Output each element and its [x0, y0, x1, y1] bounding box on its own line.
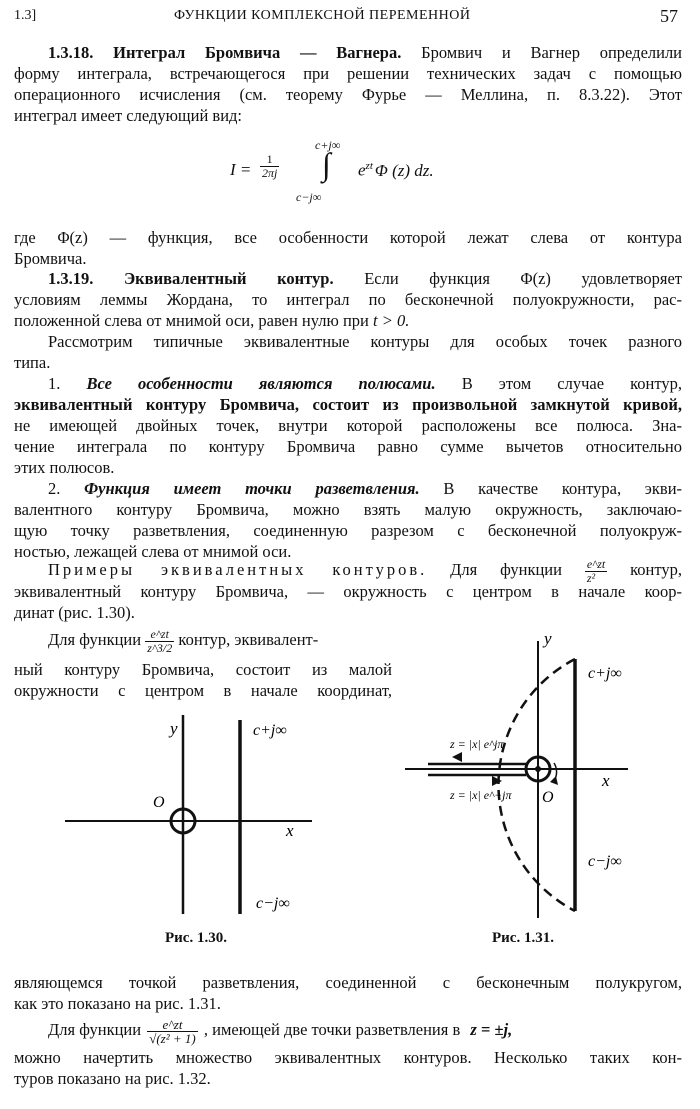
s1318-after-2: Бромвича. — [14, 249, 87, 268]
case2-heading: Функция имеет точки разветвления. — [84, 479, 420, 498]
s1318-number: 1.3.18. — [48, 43, 94, 62]
case1-line-4: чение интеграла по контуру Бромвича равно сумме вычетов относительно — [14, 437, 682, 456]
s1318-after-1: где Φ(z) — функция, все особенности которой лежат слева от контура — [14, 228, 682, 247]
examples-line-3: динат (рис. 1.30). — [14, 603, 135, 622]
s1318-heading: Интеграл Бромвича — Вагнера. — [113, 43, 402, 62]
examples-heading: Примеры эквивалентных контуров. — [48, 560, 428, 579]
bromwich-formula — [230, 138, 490, 208]
bottom-frac-num: e^zt — [147, 1018, 198, 1032]
fig131-branch-point — [535, 766, 541, 772]
fig131-semicircle-arc — [498, 659, 575, 911]
figure-1-31 — [400, 626, 682, 926]
s1318-line-3: операционного исчисления (см. теорему Фурье — Меллина, п. 8.3.22). Этот — [14, 85, 682, 104]
formula-upper-limit: c+j∞ — [315, 138, 341, 152]
fig130-top-label: c+j∞ — [253, 722, 287, 739]
left-col-line-1-text: Для функции — [48, 630, 142, 649]
formula-lhs: I = — [230, 160, 252, 179]
fig130-bottom-label: c−j∞ — [256, 895, 290, 912]
fig131-rotation-arrowhead — [550, 776, 558, 785]
fig130-x-label: x — [286, 821, 294, 840]
bottom-line-3 — [14, 1010, 682, 1050]
header-page-number: 57 — [660, 6, 678, 26]
s1318-line-1 — [14, 43, 682, 63]
examples-fraction — [585, 558, 607, 585]
case1-line-1 — [14, 374, 682, 394]
fig131-arrow-left — [452, 752, 462, 762]
s1319-line-3-cond: t > 0. — [373, 311, 410, 330]
left-col-line-1 — [48, 622, 393, 658]
case2-line-2: валентного контуру Бромвича, можно взять малую окружность, заключаю- — [14, 500, 682, 519]
s1319-par2-line-2: типа. — [14, 353, 51, 372]
left-col-line-1-end: контур, эквивалент- — [178, 630, 319, 649]
case1-line-2: эквивалентный контуру Бромвича, состоит из произвольной замкнутой кривой, — [14, 395, 682, 414]
formula-integrand — [358, 160, 434, 181]
s1318-line-2: форму интеграла, встречающегося при решении технических задач с помощью — [14, 64, 682, 83]
case2-number: 2. — [48, 479, 61, 498]
fig131-top-label: c+j∞ — [588, 665, 622, 682]
case1-heading: Все особенности являются полюсами. — [86, 374, 436, 393]
fig131-bottom-label: c−j∞ — [588, 853, 622, 870]
case2-line-1 — [14, 479, 682, 499]
left-col-line-3: окружности с центром в начале координат, — [14, 681, 392, 700]
bottom-line-1: являющемся точкой разветвления, соединенной с бесконечным полукругом, — [14, 973, 682, 992]
bottom-line-3-text: Для функции — [48, 1020, 142, 1039]
formula-frac-den: 2πj — [262, 166, 278, 180]
formula-lower-limit: c−j∞ — [296, 190, 322, 204]
bottom-line-3-cond: z = ±j, — [470, 1020, 513, 1039]
bottom-line-3-mid: , имеющей две точки разветвления в — [203, 1020, 461, 1039]
fig131-upper-label: z = |x| e^jπ — [450, 737, 504, 751]
case2-line-3: щую точку разветвления, соединенную разрезом с бесконечной полуокруж- — [14, 521, 682, 540]
case1-line-5: этих полюсов. — [14, 458, 115, 477]
left-col-frac-num: e^zt — [145, 628, 174, 642]
examples-line-1-end: контур, — [630, 560, 683, 579]
running-header — [14, 6, 682, 30]
s1319-line-3-text: положенной слева от мнимой оси, равен нулю при — [14, 311, 369, 330]
fig130-caption: Рис. 1.30. — [165, 930, 227, 946]
s1319-line-2: условиям леммы Жордана, то интеграл по бесконечной полуокружности, рас- — [14, 290, 682, 309]
formula-frac-num: 1 — [260, 153, 279, 167]
fig131-arrow-right — [492, 776, 502, 786]
s1319-heading: Эквивалентный контур. — [123, 269, 334, 288]
s1319-line-1-text: Если функция Φ(z) удовлетворяет — [364, 269, 682, 288]
s1318-line-1-text: Бромвич и Вагнер определили — [421, 43, 683, 62]
case1-line-1-text: В этом случае контур, — [461, 374, 683, 393]
s1319-line-3 — [14, 311, 682, 331]
header-section: 1.3] — [14, 8, 37, 23]
fig131-lower-label: z = |x| e^−jπ — [450, 788, 512, 802]
left-col-frac-den: z^3/2 — [147, 640, 173, 655]
integrand-exponent: zt — [365, 160, 373, 172]
fig130-y-label: y — [170, 719, 178, 738]
s1318-line-4: интеграл имеет следующий вид: — [14, 106, 243, 125]
bottom-line-2: как это показано на рис. 1.31. — [14, 994, 221, 1013]
examples-frac-den: z² — [586, 570, 596, 585]
integrand-e: e — [358, 160, 366, 180]
bottom-line-4: можно начертить множество эквивалентных контуров. Несколько таких кон- — [14, 1048, 682, 1067]
header-title: ФУНКЦИИ КОМПЛЕКСНОЙ ПЕРЕМЕННОЙ — [174, 8, 471, 23]
fig131-caption: Рис. 1.31. — [492, 930, 554, 946]
examples-frac-num: e^zt — [586, 556, 606, 571]
case1-number: 1. — [48, 374, 61, 393]
fig131-x-label: x — [602, 771, 610, 790]
bottom-frac-den: √(z² + 1) — [149, 1030, 196, 1046]
examples-line-1-text: Для функции — [450, 560, 562, 579]
s1319-par2-line-1: Рассмотрим типичные эквивалентные контуры для особых точек разного — [48, 332, 682, 351]
fig130-origin-label: O — [153, 794, 165, 811]
bottom-fraction — [147, 1018, 198, 1045]
bottom-line-5: туров показано на рис. 1.32. — [14, 1069, 211, 1088]
integrand-rest: Φ (z) dz. — [374, 160, 434, 180]
examples-line-2: эквивалентный контуру Бромвича, — окружность с центром в начале коор- — [14, 582, 682, 601]
case2-line-1-text: В качестве контура, экви- — [443, 479, 683, 498]
fig131-y-label: y — [544, 629, 552, 648]
integral-sign: ∫ — [322, 146, 331, 182]
s1319-line-1 — [14, 269, 682, 289]
figure-1-30 — [50, 710, 320, 920]
case1-line-3: не имеющей двойных точек, внутри которой расположены все полюса. Зна- — [14, 416, 682, 435]
left-col-line-2: ный контуру Бромвича, состоит из малой — [14, 660, 392, 679]
case2-line-4: ностью, лежащей слева от мнимой оси. — [14, 542, 292, 561]
fig131-origin-label: O — [542, 789, 554, 806]
formula-fraction — [260, 153, 279, 180]
s1319-number: 1.3.19. — [48, 269, 94, 288]
left-col-fraction — [145, 628, 174, 655]
